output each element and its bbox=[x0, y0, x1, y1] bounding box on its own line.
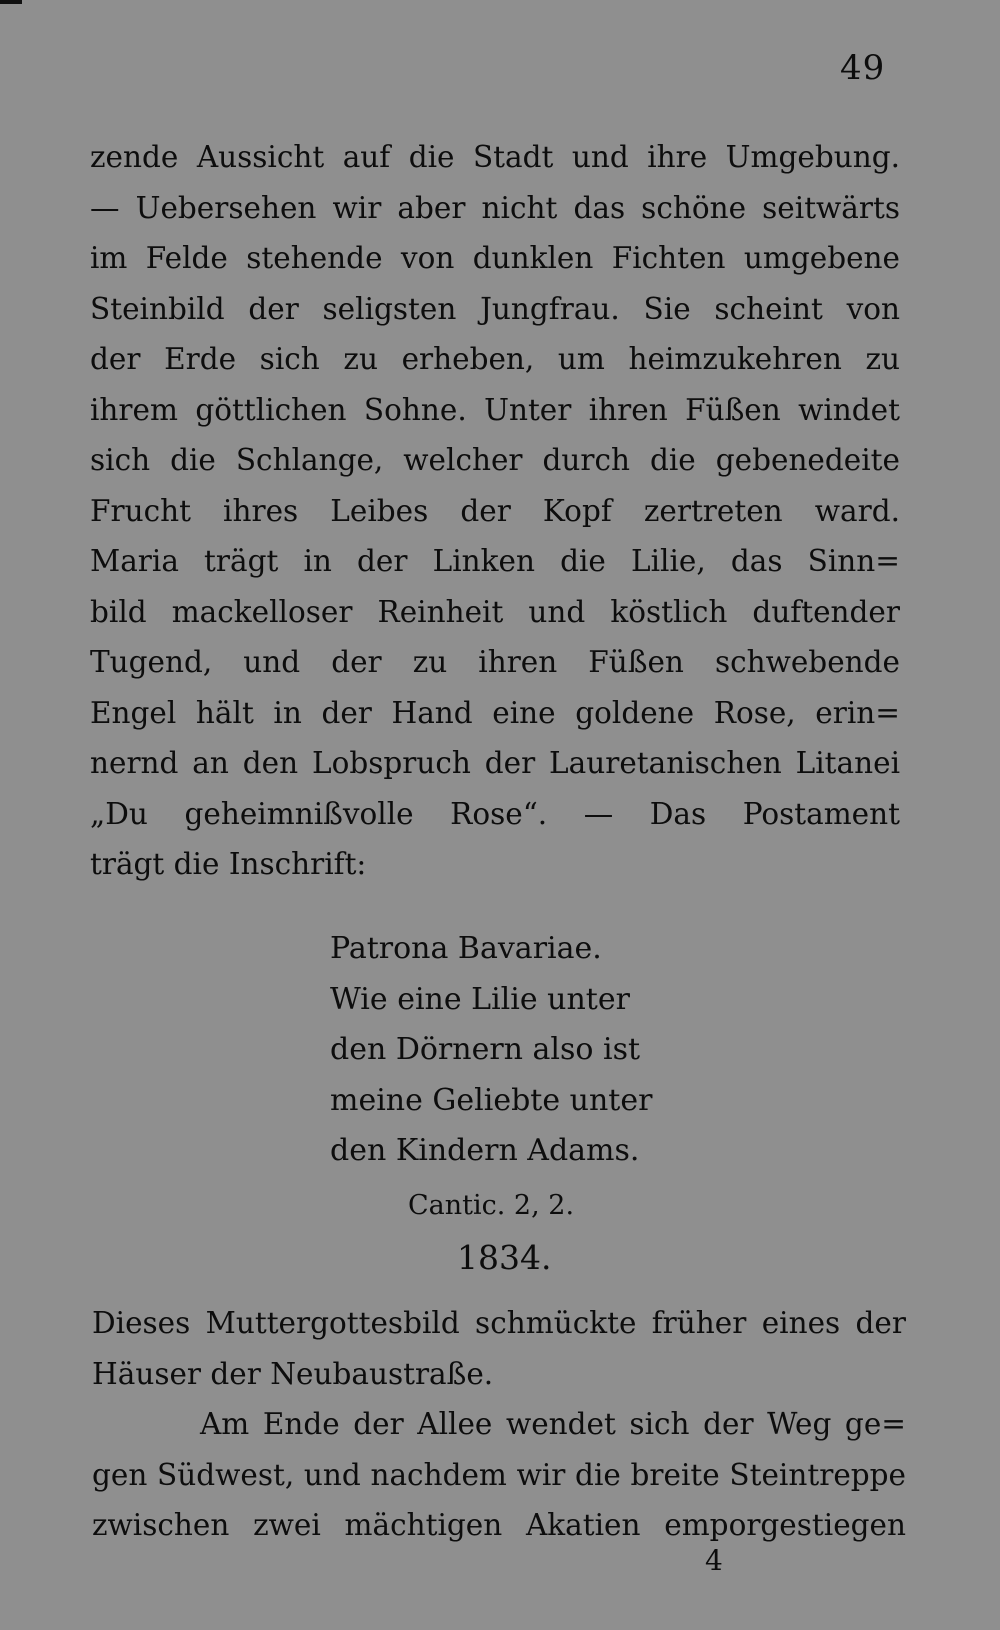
inscription-citation: Cantic. 2, 2. bbox=[408, 1190, 575, 1221]
text-line: trägt die Inschrift: bbox=[90, 847, 367, 881]
text-line: Engel hält in der Hand eine goldene Rose, erin= bbox=[90, 695, 900, 730]
inscription-line: Patrona Bavariae. bbox=[330, 931, 602, 966]
inscription-line: Wie eine Lilie unter bbox=[330, 981, 630, 1017]
scan-edge-mark bbox=[0, 0, 22, 4]
inscription-line: den Kindern Adams. bbox=[330, 1133, 640, 1168]
text-line: Maria trägt in der Linken die Lilie, das Sinn= bbox=[90, 544, 900, 578]
inscription-verse bbox=[330, 924, 670, 1177]
text-line: gen Südwest, und nachdem wir die breite Steintreppe bbox=[92, 1457, 906, 1492]
signature-mark: 4 bbox=[705, 1544, 723, 1577]
text-line: sich die Schlange, welcher durch die gebenedeite bbox=[90, 443, 900, 477]
text-line: Häuser der Neubaustraße. bbox=[92, 1356, 494, 1391]
text-line: „Du geheimnißvolle Rose“. — Das Postament bbox=[90, 796, 900, 831]
text-line: zwischen zwei mächtigen Akatien emporgestiegen bbox=[92, 1508, 906, 1542]
text-line: ihrem göttlichen Sohne. Unter ihren Füßen windet bbox=[90, 392, 900, 427]
text-line: zende Aussicht auf die Stadt und ihre Umgebung. bbox=[90, 140, 900, 174]
inscription-year: 1834. bbox=[457, 1238, 552, 1277]
inscription-line: meine Geliebte unter bbox=[330, 1082, 653, 1118]
text-line: Tugend, und der zu ihren Füßen schwebende bbox=[90, 645, 900, 679]
text-line: Dieses Muttergottesbild schmückte früher eines der bbox=[92, 1306, 906, 1340]
text-line: Frucht ihres Leibes der Kopf zertreten ward. bbox=[90, 493, 900, 528]
closing-text bbox=[92, 1298, 906, 1551]
text-line: Am Ende der Allee wendet sich der Weg ge= bbox=[200, 1407, 906, 1441]
text-line: — Uebersehen wir aber nicht das schöne seitwärts bbox=[90, 190, 900, 225]
text-line: bild mackelloser Reinheit und köstlich duftender bbox=[90, 594, 900, 629]
body-text bbox=[90, 132, 900, 890]
inscription-line: den Dörnern also ist bbox=[330, 1032, 641, 1067]
page-number: 49 bbox=[840, 48, 886, 88]
text-line: der Erde sich zu erheben, um heimzukehren zu bbox=[90, 342, 900, 376]
text-line: nernd an den Lobspruch der Lauretanischen Litanei bbox=[90, 746, 900, 780]
text-line: im Felde stehende von dunklen Fichten umgebene bbox=[90, 241, 900, 275]
text-line: Steinbild der seligsten Jungfrau. Sie scheint von bbox=[90, 291, 900, 326]
